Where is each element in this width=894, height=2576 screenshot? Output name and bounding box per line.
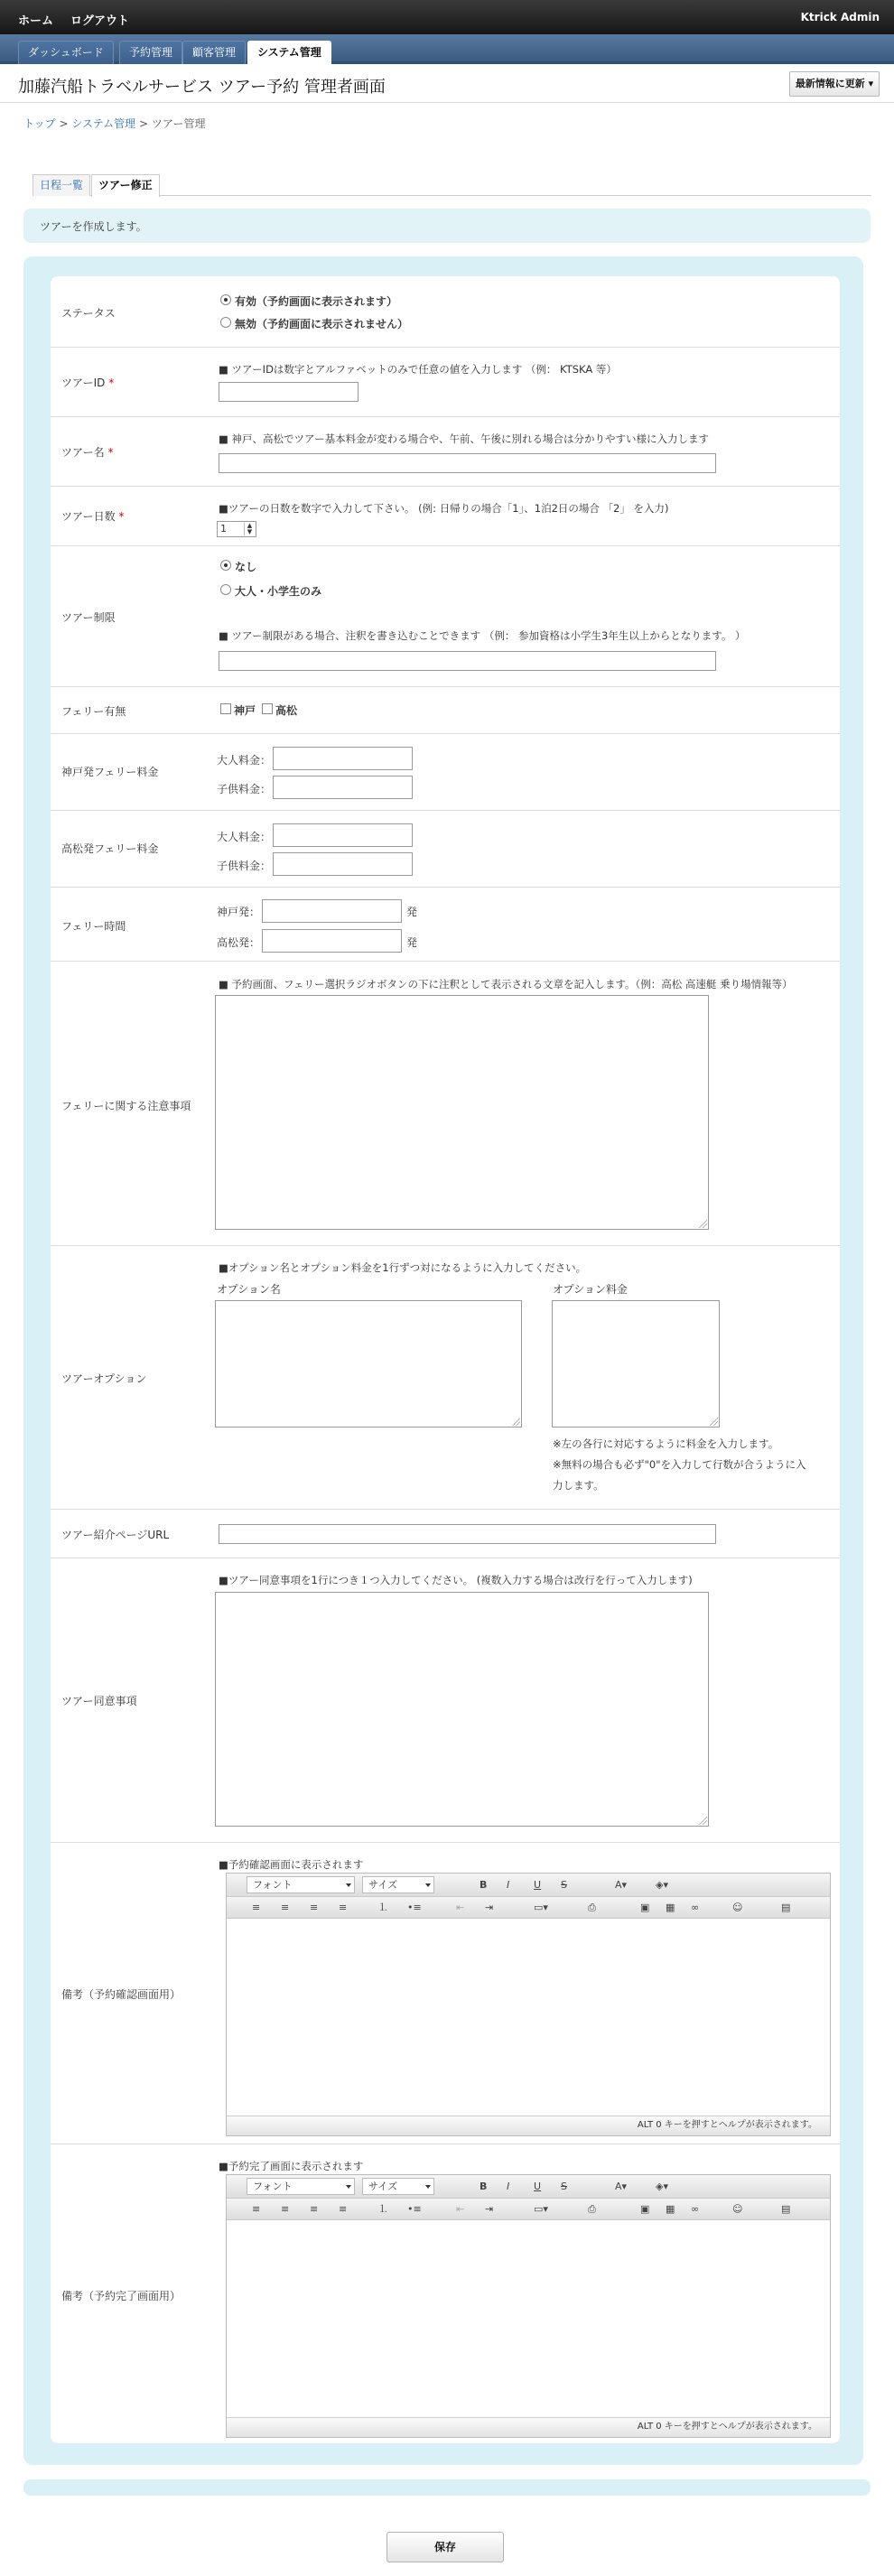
ferry-kobe-checkbox[interactable] <box>220 703 231 714</box>
kobe-fare-row <box>51 733 840 810</box>
restriction-adult-child-label: 大人・小学生のみ <box>235 585 322 598</box>
restriction-none-label: なし <box>235 561 257 573</box>
main-nav <box>0 34 894 64</box>
option-name-textarea[interactable] <box>215 1300 522 1427</box>
breadcrumb-top[interactable]: トップ <box>23 117 56 130</box>
takamatsu-fare-label: 高松発フェリー料金 <box>61 842 159 855</box>
restriction-adult-child-radio[interactable] <box>220 584 231 595</box>
tour-options-row <box>51 1245 840 1509</box>
tour-name-note: ■ 神戸、高松でツアー基本料金が変わる場合や、午前、午後に別れる場合は分かりやすい様に入力します <box>219 432 709 445</box>
tour-id-input[interactable] <box>219 382 359 402</box>
align-right-icon[interactable]: ≡ <box>310 1902 319 1913</box>
nav-tab-dashboard[interactable]: ダッシュボード <box>18 41 114 64</box>
takamatsu-adult-input[interactable] <box>273 823 413 847</box>
takamatsu-time-suffix: 発 <box>406 936 418 949</box>
takamatsu-child-label: 子供料金： <box>217 860 272 872</box>
breadcrumb-current: ツアー管理 <box>151 117 206 130</box>
remarks-complete-row <box>51 2144 840 2443</box>
size-select[interactable] <box>362 1876 434 1893</box>
text-color-icon[interactable]: A▾ <box>615 1879 628 1891</box>
kobe-time-label: 神戸発： <box>217 906 261 918</box>
tour-days-label-text: ツアー日数 <box>61 510 116 523</box>
tab-schedule-list[interactable]: 日程一覧 <box>33 174 90 196</box>
font-select[interactable] <box>247 1876 355 1893</box>
tour-days-note: ■ツアーの日数を数字で入力して下さい。 (例: 日帰りの場合「1」、1泊2日の場合 「2」 を入力) <box>219 502 669 515</box>
editor-content-area[interactable] <box>227 2220 830 2417</box>
image-icon[interactable]: ▣ <box>640 2203 650 2215</box>
table-icon[interactable]: ▦ <box>666 2203 675 2215</box>
option-hint-1: ※左の各行に対応するように料金を入力します。 <box>553 1437 779 1450</box>
ferry-row <box>51 686 840 733</box>
highlight-color-icon[interactable]: ◈▾ <box>656 1879 668 1891</box>
stepper-arrows-icon[interactable]: ▲ ▼ <box>244 523 255 535</box>
page-header <box>0 67 894 103</box>
tour-name-input[interactable] <box>219 453 716 473</box>
agreement-textarea[interactable] <box>215 1592 709 1827</box>
page-title: 加藤汽船トラベルサービス ツアー予約 管理者画面 <box>18 78 386 97</box>
takamatsu-adult-label: 大人料金： <box>217 831 272 843</box>
size-select-label: サイズ <box>368 2181 398 2192</box>
breadcrumb-sep: > <box>55 117 72 130</box>
save-button[interactable]: 保存 <box>386 2532 504 2562</box>
remarks-confirm-label: 備考（予約確認画面用） <box>61 1988 182 2001</box>
status-inactive-label: 無効（予約画面に表示されません） <box>235 318 409 330</box>
tour-days-row <box>51 486 840 545</box>
italic-icon[interactable]: I <box>507 1879 510 1891</box>
nav-tab-reservations[interactable]: 予約管理 <box>119 41 182 64</box>
align-justify-icon[interactable]: ≡ <box>339 1902 348 1913</box>
emoji-icon[interactable]: ☺ <box>732 1902 743 1913</box>
link-icon[interactable]: ∞ <box>691 2203 700 2215</box>
align-center-icon[interactable]: ≡ <box>281 2203 290 2215</box>
kobe-adult-label: 大人料金： <box>217 754 272 767</box>
table-icon[interactable]: ▦ <box>666 1902 675 1913</box>
restriction-note: ■ ツアー制限がある場合、注釈を書き込むことできます （例： 参加資格は小学生3年生以上からとなります。 ） <box>219 629 746 642</box>
breadcrumb <box>23 116 205 131</box>
underline-icon[interactable]: U <box>534 1879 542 1891</box>
sub-tabs <box>33 174 871 196</box>
takamatsu-time-input[interactable] <box>262 929 402 953</box>
required-mark: * <box>108 377 115 389</box>
chevron-down-icon: ▾ <box>868 78 874 89</box>
ordered-list-icon[interactable]: ⒈ <box>378 1902 388 1913</box>
option-name-header: オプション名 <box>217 1283 281 1296</box>
takamatsu-time-label: 高松発： <box>217 936 261 949</box>
chevron-down-icon <box>425 1883 431 1887</box>
tour-days-stepper[interactable] <box>217 521 256 537</box>
resize-grip-icon[interactable] <box>709 1417 718 1426</box>
bold-icon[interactable]: B <box>480 1879 488 1891</box>
kobe-time-suffix: 発 <box>406 906 418 918</box>
ferry-takamatsu-label: 高松 <box>275 704 298 717</box>
takamatsu-fare-row <box>51 810 840 887</box>
logout-link[interactable]: ログアウト <box>70 14 130 28</box>
tour-id-label <box>61 375 114 390</box>
restriction-note-input[interactable] <box>219 651 716 671</box>
print-icon[interactable]: ⎙ <box>588 1902 596 1913</box>
underline-icon[interactable]: U <box>534 2181 542 2192</box>
breadcrumb-system[interactable]: システム管理 <box>71 117 136 130</box>
ferry-notes-textarea[interactable] <box>215 995 709 1230</box>
tour-id-row <box>51 347 840 416</box>
status-label: ステータス <box>61 307 116 320</box>
home-link[interactable]: ホーム <box>18 14 54 28</box>
agreement-label: ツアー同意事項 <box>61 1695 137 1707</box>
tour-name-row <box>51 416 840 486</box>
intro-url-label: ツアー紹介ページURL <box>61 1529 170 1541</box>
ferry-label: フェリー有無 <box>61 705 126 718</box>
unordered-list-icon[interactable]: •≡ <box>407 2203 422 2215</box>
option-fee-textarea[interactable] <box>552 1300 720 1427</box>
tab-tour-edit[interactable]: ツアー修正 <box>91 174 160 197</box>
tour-options-label: ツアーオプション <box>61 1372 147 1385</box>
option-hint-2a: ※無料の場合も必ず"0"を入力して行数が合うように入 <box>553 1458 806 1471</box>
ferry-notes-label: フェリーに関する注意事項 <box>61 1100 191 1112</box>
status-row <box>51 278 840 347</box>
breadcrumb-sep: > <box>135 117 152 130</box>
strikethrough-icon[interactable]: S <box>561 2181 567 2192</box>
kobe-child-label: 子供料金： <box>217 783 272 795</box>
image-icon[interactable]: ▣ <box>640 1902 650 1913</box>
intro-url-input[interactable] <box>219 1524 716 1544</box>
ferry-notes-row <box>51 961 840 1245</box>
italic-icon[interactable]: I <box>507 2181 510 2192</box>
agreement-note: ■ツアー同意事項を1行につき１つ入力してください。 (複数入力する場合は改行を行って入力します) <box>219 1574 693 1586</box>
tour-days-label <box>61 508 124 524</box>
resize-grip-icon[interactable] <box>511 1417 520 1426</box>
outdent-icon[interactable]: ⇤ <box>456 2203 465 2215</box>
chevron-down-icon <box>346 1883 351 1887</box>
strikethrough-icon[interactable]: S <box>561 1879 567 1891</box>
ferry-takamatsu-checkbox[interactable] <box>262 703 273 714</box>
remarks-complete-editor <box>226 2174 831 2438</box>
editor-status: ALT 0 キーを押すとヘルプが表示されます。 <box>227 2417 830 2437</box>
status-active-radio[interactable] <box>220 294 231 305</box>
refresh-button[interactable] <box>789 71 880 97</box>
link-icon[interactable]: ∞ <box>691 1902 700 1913</box>
chevron-down-icon <box>346 2185 351 2189</box>
tour-id-label-text: ツアーID <box>61 377 106 389</box>
bold-icon[interactable]: B <box>480 2181 488 2192</box>
source-icon[interactable]: ▤ <box>781 1902 791 1913</box>
editor-toolbar-bottom <box>227 2199 830 2220</box>
kobe-fare-label: 神戸発フェリー料金 <box>61 766 159 778</box>
format-block-icon[interactable]: ▭▾ <box>534 1902 548 1913</box>
refresh-label: 最新情報に更新 <box>795 78 865 89</box>
ferry-kobe-label: 神戸 <box>234 704 256 717</box>
outdent-icon[interactable]: ⇤ <box>456 1902 465 1913</box>
tour-days-value: 1 <box>220 523 227 535</box>
remarks-complete-note: ■予約完了画面に表示されます <box>219 2160 364 2172</box>
nav-tab-customers[interactable]: 顧客管理 <box>182 41 246 64</box>
top-bar <box>0 0 894 34</box>
ferry-notes-note: ■ 予約画面、フェリー選択ラジオボタンの下に注釈として表示される文章を記入します。（例：高松 高速艇 乗り場情報等） <box>219 978 793 990</box>
tour-name-label-text: ツアー名 <box>61 446 105 459</box>
remarks-confirm-row <box>51 1842 840 2144</box>
restriction-row <box>51 545 840 686</box>
editor-toolbar-top <box>227 2175 830 2199</box>
tour-options-note: ■オプション名とオプション料金を1行ずつ対になるように入力してください。 <box>219 1261 587 1274</box>
align-left-icon[interactable]: ≡ <box>252 1902 261 1913</box>
editor-toolbar-top <box>227 1874 830 1897</box>
editor-status: ALT 0 キーを押すとヘルプが表示されます。 <box>227 2116 830 2135</box>
tour-id-note: ■ ツアーIDは数字とアルファベットのみで任意の値を入力します （例： KTSKA 等） <box>219 363 617 376</box>
resize-grip-icon[interactable] <box>698 1219 707 1228</box>
align-right-icon[interactable]: ≡ <box>310 2203 319 2215</box>
chevron-down-icon <box>425 2185 431 2189</box>
tour-name-label <box>61 444 113 460</box>
size-select[interactable] <box>362 2178 434 2195</box>
takamatsu-child-input[interactable] <box>273 852 413 876</box>
size-select-label: サイズ <box>368 1879 398 1891</box>
source-icon[interactable]: ▤ <box>781 2203 791 2215</box>
remarks-complete-label: 備考（予約完了画面用） <box>61 2290 182 2302</box>
editor-content-area[interactable] <box>227 1919 830 2116</box>
align-left-icon[interactable]: ≡ <box>252 2203 261 2215</box>
status-inactive-radio[interactable] <box>220 317 231 328</box>
kobe-time-input[interactable] <box>262 899 402 923</box>
remarks-confirm-editor <box>226 1873 831 2136</box>
print-icon[interactable]: ⎙ <box>588 2203 596 2215</box>
editor-toolbar-bottom <box>227 1897 830 1919</box>
emoji-icon[interactable]: ☺ <box>732 2203 743 2215</box>
info-message: ツアーを作成します。 <box>23 209 871 243</box>
user-name[interactable]: Ktrick Admin <box>800 11 880 23</box>
nav-tab-system[interactable]: システム管理 <box>247 41 331 64</box>
ferry-time-row <box>51 887 840 961</box>
unordered-list-icon[interactable]: •≡ <box>407 1902 422 1913</box>
align-center-icon[interactable]: ≡ <box>281 1902 290 1913</box>
font-select[interactable] <box>247 2178 355 2195</box>
align-justify-icon[interactable]: ≡ <box>339 2203 348 2215</box>
resize-grip-icon[interactable] <box>698 1816 707 1825</box>
indent-icon[interactable]: ⇥ <box>485 2203 494 2215</box>
required-mark: * <box>107 446 114 459</box>
status-active-label: 有効（予約画面に表示されます） <box>235 295 398 308</box>
required-mark: * <box>118 510 125 523</box>
highlight-color-icon[interactable]: ◈▾ <box>656 2181 668 2192</box>
intro-url-row <box>51 1509 840 1558</box>
ordered-list-icon[interactable]: ⒈ <box>378 2203 388 2215</box>
font-select-label: フォント <box>253 2181 293 2192</box>
restriction-none-radio[interactable] <box>220 560 231 571</box>
restriction-label: ツアー制限 <box>61 611 116 624</box>
option-hint-2b: 力します。 <box>553 1479 604 1492</box>
remarks-confirm-note: ■予約確認画面に表示されます <box>219 1858 364 1871</box>
kobe-adult-input[interactable] <box>273 747 413 770</box>
option-fee-header: オプション料金 <box>553 1283 628 1296</box>
kobe-child-input[interactable] <box>273 776 413 799</box>
ferry-time-label: フェリー時間 <box>61 920 126 933</box>
text-color-icon[interactable]: A▾ <box>615 2181 628 2192</box>
font-select-label: フォント <box>253 1879 293 1891</box>
bottom-strip <box>23 2479 871 2496</box>
indent-icon[interactable]: ⇥ <box>485 1902 494 1913</box>
agreement-row <box>51 1558 840 1842</box>
format-block-icon[interactable]: ▭▾ <box>534 2203 548 2215</box>
